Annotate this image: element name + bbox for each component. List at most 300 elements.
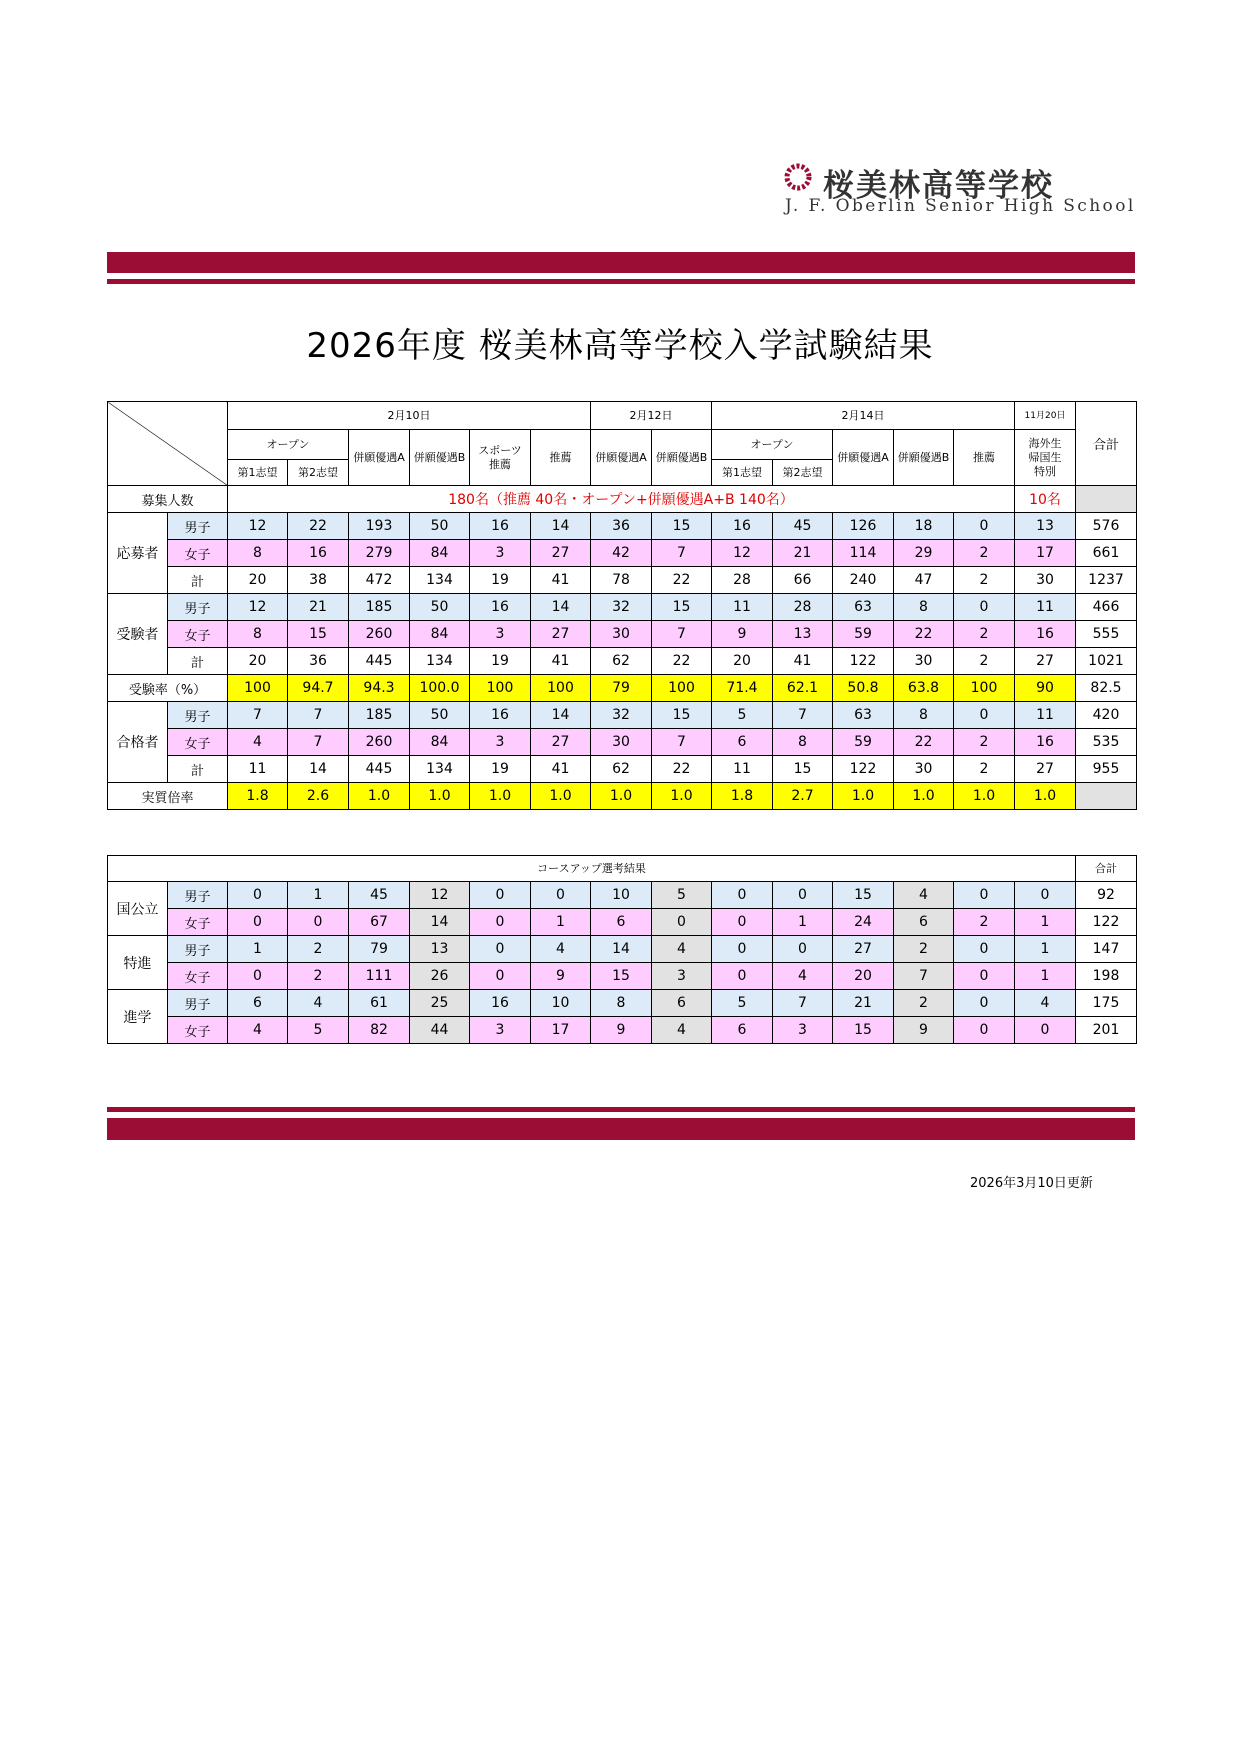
data-cell: 122: [833, 756, 894, 783]
row-group-label: 受験者: [108, 594, 168, 675]
data-cell: 84: [410, 729, 470, 756]
row-group-label: 合格者: [108, 702, 168, 783]
data-cell: 1.0: [349, 783, 410, 810]
data-cell: 27: [833, 936, 894, 963]
data-cell: 2: [954, 756, 1015, 783]
data-cell: 6: [652, 990, 712, 1017]
data-cell: 47: [894, 567, 954, 594]
data-cell: 13: [773, 621, 833, 648]
data-cell: 4: [1015, 990, 1076, 1017]
data-cell: 9: [894, 1017, 954, 1044]
data-cell: 8: [228, 540, 288, 567]
data-cell: 134: [410, 648, 470, 675]
data-cell: 2: [894, 936, 954, 963]
data-cell: 4: [228, 729, 288, 756]
data-cell: 10: [531, 990, 591, 1017]
data-cell: 0: [228, 963, 288, 990]
courseup-title: コースアップ選考結果: [108, 856, 1076, 882]
row-sub-label: 女子: [168, 1017, 228, 1044]
data-cell: 14: [531, 513, 591, 540]
data-cell: 2: [954, 567, 1015, 594]
data-cell: 1021: [1076, 648, 1137, 675]
data-cell: 15: [833, 1017, 894, 1044]
data-cell: 1.8: [712, 783, 773, 810]
empty-cell: [1076, 486, 1137, 513]
data-cell: 16: [470, 594, 531, 621]
data-cell: 15: [652, 594, 712, 621]
data-cell: 11: [712, 756, 773, 783]
data-cell: 4: [228, 1017, 288, 1044]
data-cell: 8: [228, 621, 288, 648]
data-cell: 1.0: [652, 783, 712, 810]
data-cell: 62: [591, 648, 652, 675]
data-cell: 0: [228, 909, 288, 936]
date-col-group: 11月20日: [1015, 402, 1076, 430]
data-cell: 19: [470, 648, 531, 675]
data-cell: 1.0: [954, 783, 1015, 810]
capacity-overseas: 10名: [1015, 486, 1076, 513]
data-cell: 63: [833, 594, 894, 621]
data-cell: 114: [833, 540, 894, 567]
data-cell: 7: [228, 702, 288, 729]
data-cell: 0: [470, 936, 531, 963]
data-cell: 16: [470, 702, 531, 729]
data-cell: 82.5: [1076, 675, 1137, 702]
data-cell: 7: [894, 963, 954, 990]
date-col-group: 2月12日: [591, 402, 712, 430]
row-label-ratio: 実質倍率: [108, 783, 228, 810]
col-header: 併願優遇B: [410, 430, 470, 486]
data-cell: 63: [833, 702, 894, 729]
data-cell: 30: [591, 621, 652, 648]
col-header: 併願優遇A: [349, 430, 410, 486]
data-cell: 22: [894, 621, 954, 648]
data-cell: 3: [773, 1017, 833, 1044]
data-cell: 19: [470, 756, 531, 783]
data-cell: 15: [288, 621, 349, 648]
row-sub-label: 男子: [168, 594, 228, 621]
data-cell: 28: [712, 567, 773, 594]
data-cell: 50: [410, 594, 470, 621]
date-col-group: 2月14日: [712, 402, 1015, 430]
data-cell: 122: [833, 648, 894, 675]
row-sub-label: 計: [168, 756, 228, 783]
data-cell: 0: [470, 909, 531, 936]
data-cell: 0: [954, 936, 1015, 963]
data-cell: 7: [288, 729, 349, 756]
data-cell: 11: [1015, 702, 1076, 729]
data-cell: 22: [652, 648, 712, 675]
data-cell: 122: [1076, 909, 1137, 936]
data-cell: 1.0: [470, 783, 531, 810]
data-cell: 134: [410, 756, 470, 783]
data-cell: 2: [954, 909, 1015, 936]
data-cell: 30: [1015, 567, 1076, 594]
data-cell: 576: [1076, 513, 1137, 540]
data-cell: 1.0: [410, 783, 470, 810]
data-cell: 44: [410, 1017, 470, 1044]
data-cell: 0: [712, 963, 773, 990]
data-cell: 2: [954, 621, 1015, 648]
data-cell: 84: [410, 540, 470, 567]
data-cell: 94.7: [288, 675, 349, 702]
table-row: [108, 909, 1137, 936]
data-cell: 30: [591, 729, 652, 756]
col-header: 併願優遇B: [652, 430, 712, 486]
data-cell: 5: [288, 1017, 349, 1044]
data-cell: 6: [712, 729, 773, 756]
data-cell: 661: [1076, 540, 1137, 567]
row-group-label: 応募者: [108, 513, 168, 594]
data-cell: 14: [288, 756, 349, 783]
data-cell: 50.8: [833, 675, 894, 702]
data-cell: 14: [410, 909, 470, 936]
col-header: 推薦: [954, 430, 1015, 486]
data-cell: 2.6: [288, 783, 349, 810]
data-cell: 11: [228, 756, 288, 783]
data-cell: 0: [712, 909, 773, 936]
data-cell: 0: [712, 936, 773, 963]
col-header: [470, 430, 531, 486]
col-header: 第1志望: [228, 460, 288, 486]
page-title: 2026年度 桜美林高等学校入学試験結果: [306, 326, 934, 366]
data-cell: 45: [773, 513, 833, 540]
data-cell: 11: [712, 594, 773, 621]
data-cell: 1: [531, 909, 591, 936]
data-cell: 420: [1076, 702, 1137, 729]
data-cell: 27: [1015, 756, 1076, 783]
data-cell: 13: [1015, 513, 1076, 540]
courseup-table: [107, 855, 1137, 1044]
data-cell: 7: [288, 702, 349, 729]
col-header: 併願優遇A: [591, 430, 652, 486]
data-cell: 1.8: [228, 783, 288, 810]
data-cell: 0: [712, 882, 773, 909]
data-cell: 16: [470, 513, 531, 540]
data-cell: 14: [531, 594, 591, 621]
data-cell: 36: [288, 648, 349, 675]
data-cell: 6: [894, 909, 954, 936]
data-cell: 2: [894, 990, 954, 1017]
data-cell: 16: [712, 513, 773, 540]
table-row: [108, 756, 1137, 783]
data-cell: 20: [228, 648, 288, 675]
data-cell: 100: [470, 675, 531, 702]
data-cell: 466: [1076, 594, 1137, 621]
data-cell: 16: [1015, 729, 1076, 756]
oberlin-emblem-icon: [783, 162, 813, 192]
row-group-label: 特進: [108, 936, 168, 990]
data-cell: 185: [349, 594, 410, 621]
data-cell: 8: [894, 594, 954, 621]
data-cell: 9: [531, 963, 591, 990]
data-cell: 7: [652, 729, 712, 756]
data-cell: 27: [531, 729, 591, 756]
data-cell: 5: [712, 990, 773, 1017]
data-cell: 1237: [1076, 567, 1137, 594]
row-sub-label: 男子: [168, 702, 228, 729]
table-row: [108, 1017, 1137, 1044]
date-col-group: 2月10日: [228, 402, 591, 430]
data-cell: 12: [228, 513, 288, 540]
data-cell: 0: [954, 963, 1015, 990]
data-cell: 22: [652, 567, 712, 594]
data-cell: 2: [954, 648, 1015, 675]
data-cell: 1.0: [894, 783, 954, 810]
data-cell: 8: [894, 702, 954, 729]
data-cell: 535: [1076, 729, 1137, 756]
data-cell: 2.7: [773, 783, 833, 810]
data-cell: 27: [531, 540, 591, 567]
data-cell: 175: [1076, 990, 1137, 1017]
data-cell: 193: [349, 513, 410, 540]
data-cell: 90: [1015, 675, 1076, 702]
school-name-jp: 桜美林高等学校: [823, 168, 1054, 204]
data-cell: 71.4: [712, 675, 773, 702]
row-sub-label: 女子: [168, 729, 228, 756]
data-cell: 19: [470, 567, 531, 594]
data-cell: 100.0: [410, 675, 470, 702]
data-cell: 21: [833, 990, 894, 1017]
data-cell: 7: [652, 621, 712, 648]
updated-date: 2026年3月10日更新: [970, 1176, 1093, 1191]
table-corner: [108, 402, 228, 486]
row-sub-label: 計: [168, 567, 228, 594]
data-cell: 20: [833, 963, 894, 990]
table-row: [108, 702, 1137, 729]
data-cell: 26: [410, 963, 470, 990]
table-row: [108, 936, 1137, 963]
data-cell: 126: [833, 513, 894, 540]
data-cell: 22: [288, 513, 349, 540]
data-cell: 1: [1015, 936, 1076, 963]
table-row: [108, 567, 1137, 594]
data-cell: 0: [954, 1017, 1015, 1044]
col-header: [1015, 430, 1076, 486]
data-cell: 4: [652, 1017, 712, 1044]
data-cell: 6: [228, 990, 288, 1017]
data-cell: 16: [288, 540, 349, 567]
data-cell: 0: [228, 882, 288, 909]
data-cell: 22: [894, 729, 954, 756]
data-cell: 50: [410, 702, 470, 729]
col-header: 第2志望: [288, 460, 349, 486]
data-cell: 16: [470, 990, 531, 1017]
data-cell: 555: [1076, 621, 1137, 648]
data-cell: 66: [773, 567, 833, 594]
data-cell: 4: [652, 936, 712, 963]
data-cell: 30: [894, 648, 954, 675]
data-cell: 0: [652, 909, 712, 936]
data-cell: 17: [1015, 540, 1076, 567]
data-cell: 15: [652, 702, 712, 729]
row-sub-label: 女子: [168, 621, 228, 648]
col-header: 第2志望: [773, 460, 833, 486]
data-cell: 0: [954, 702, 1015, 729]
data-cell: 59: [833, 729, 894, 756]
data-cell: 28: [773, 594, 833, 621]
data-cell: 14: [531, 702, 591, 729]
data-cell: 21: [288, 594, 349, 621]
data-cell: 24: [833, 909, 894, 936]
data-cell: 41: [531, 648, 591, 675]
data-cell: 134: [410, 567, 470, 594]
data-cell: 14: [591, 936, 652, 963]
data-cell: 4: [288, 990, 349, 1017]
data-cell: 2: [954, 729, 1015, 756]
data-cell: 100: [954, 675, 1015, 702]
data-cell: 79: [591, 675, 652, 702]
data-cell: 0: [773, 936, 833, 963]
data-cell: 3: [652, 963, 712, 990]
data-cell: 5: [712, 702, 773, 729]
data-cell: 260: [349, 729, 410, 756]
data-cell: 20: [712, 648, 773, 675]
data-cell: 100: [228, 675, 288, 702]
data-cell: 0: [470, 882, 531, 909]
data-cell: 12: [712, 540, 773, 567]
data-cell: 1: [773, 909, 833, 936]
data-cell: 0: [470, 963, 531, 990]
data-cell: 0: [531, 882, 591, 909]
data-cell: 84: [410, 621, 470, 648]
data-cell: 15: [773, 756, 833, 783]
data-cell: 17: [531, 1017, 591, 1044]
row-label-capacity: 募集人数: [108, 486, 228, 513]
data-cell: 30: [894, 756, 954, 783]
data-cell: 79: [349, 936, 410, 963]
data-cell: 25: [410, 990, 470, 1017]
data-cell: 18: [894, 513, 954, 540]
row-label-exam-rate: 受験率（%）: [108, 675, 228, 702]
table-row: [108, 594, 1137, 621]
data-cell: 1.0: [591, 783, 652, 810]
table-row: [108, 513, 1137, 540]
data-cell: 67: [349, 909, 410, 936]
data-cell: 20: [228, 567, 288, 594]
data-cell: 41: [531, 567, 591, 594]
data-cell: 240: [833, 567, 894, 594]
data-cell: 100: [652, 675, 712, 702]
data-cell: 42: [591, 540, 652, 567]
empty-cell: [1076, 783, 1137, 810]
data-cell: 445: [349, 756, 410, 783]
col-header-total: 合計: [1076, 856, 1137, 882]
table-row: [108, 675, 1137, 702]
data-cell: 279: [349, 540, 410, 567]
data-cell: 1.0: [1015, 783, 1076, 810]
row-sub-label: 女子: [168, 963, 228, 990]
data-cell: 22: [652, 756, 712, 783]
col-group-open: オープン: [228, 430, 349, 460]
data-cell: 41: [531, 756, 591, 783]
data-cell: 4: [894, 882, 954, 909]
data-cell: 1.0: [531, 783, 591, 810]
data-cell: 0: [954, 513, 1015, 540]
data-cell: 45: [349, 882, 410, 909]
col-header: 第1志望: [712, 460, 773, 486]
row-sub-label: 男子: [168, 936, 228, 963]
row-sub-label: 女子: [168, 540, 228, 567]
top-band-thin: [107, 279, 1135, 284]
row-sub-label: 男子: [168, 990, 228, 1017]
row-sub-label: 女子: [168, 909, 228, 936]
row-sub-label: 男子: [168, 882, 228, 909]
data-cell: 15: [833, 882, 894, 909]
col-group-open: オープン: [712, 430, 833, 460]
data-cell: 12: [410, 882, 470, 909]
data-cell: 100: [531, 675, 591, 702]
data-cell: 0: [1015, 882, 1076, 909]
data-cell: 472: [349, 567, 410, 594]
row-sub-label: 男子: [168, 513, 228, 540]
data-cell: 11: [1015, 594, 1076, 621]
data-cell: 1: [288, 882, 349, 909]
data-cell: 9: [712, 621, 773, 648]
data-cell: 111: [349, 963, 410, 990]
data-cell: 7: [773, 990, 833, 1017]
data-cell: 0: [1015, 1017, 1076, 1044]
row-group-label: 進学: [108, 990, 168, 1044]
data-cell: 198: [1076, 963, 1137, 990]
data-cell: 94.3: [349, 675, 410, 702]
data-cell: 59: [833, 621, 894, 648]
data-cell: 955: [1076, 756, 1137, 783]
data-cell: 0: [954, 990, 1015, 1017]
table-row: [108, 963, 1137, 990]
data-cell: 32: [591, 702, 652, 729]
data-cell: 3: [470, 540, 531, 567]
table-row: [108, 882, 1137, 909]
data-cell: 3: [470, 1017, 531, 1044]
col-header: 併願優遇A: [833, 430, 894, 486]
data-cell: 3: [470, 621, 531, 648]
data-cell: 0: [954, 882, 1015, 909]
data-cell: 63.8: [894, 675, 954, 702]
school-logo: [783, 160, 1136, 216]
data-cell: 201: [1076, 1017, 1137, 1044]
data-cell: 445: [349, 648, 410, 675]
data-cell: 4: [773, 963, 833, 990]
data-cell: 4: [531, 936, 591, 963]
table-row: [108, 540, 1137, 567]
data-cell: 13: [410, 936, 470, 963]
data-cell: 62: [591, 756, 652, 783]
data-cell: 41: [773, 648, 833, 675]
data-cell: 10: [591, 882, 652, 909]
data-cell: 0: [288, 909, 349, 936]
col-header: 併願優遇B: [894, 430, 954, 486]
data-cell: 0: [954, 594, 1015, 621]
col-header-overseas: 海外生帰国生特別: [1028, 436, 1062, 478]
data-cell: 7: [773, 702, 833, 729]
data-cell: 29: [894, 540, 954, 567]
school-name-en: J. F. Oberlin Senior High School: [785, 196, 1136, 216]
data-cell: 7: [652, 540, 712, 567]
bottom-band: [107, 1118, 1135, 1140]
table-row: [108, 783, 1137, 810]
data-cell: 27: [531, 621, 591, 648]
data-cell: 62.1: [773, 675, 833, 702]
data-cell: 36: [591, 513, 652, 540]
col-header-sports: スポーツ推薦: [478, 443, 522, 471]
data-cell: 9: [591, 1017, 652, 1044]
data-cell: 16: [1015, 621, 1076, 648]
col-header: 推薦: [531, 430, 591, 486]
top-band: [107, 252, 1135, 273]
data-cell: 92: [1076, 882, 1137, 909]
row-group-label: 国公立: [108, 882, 168, 936]
